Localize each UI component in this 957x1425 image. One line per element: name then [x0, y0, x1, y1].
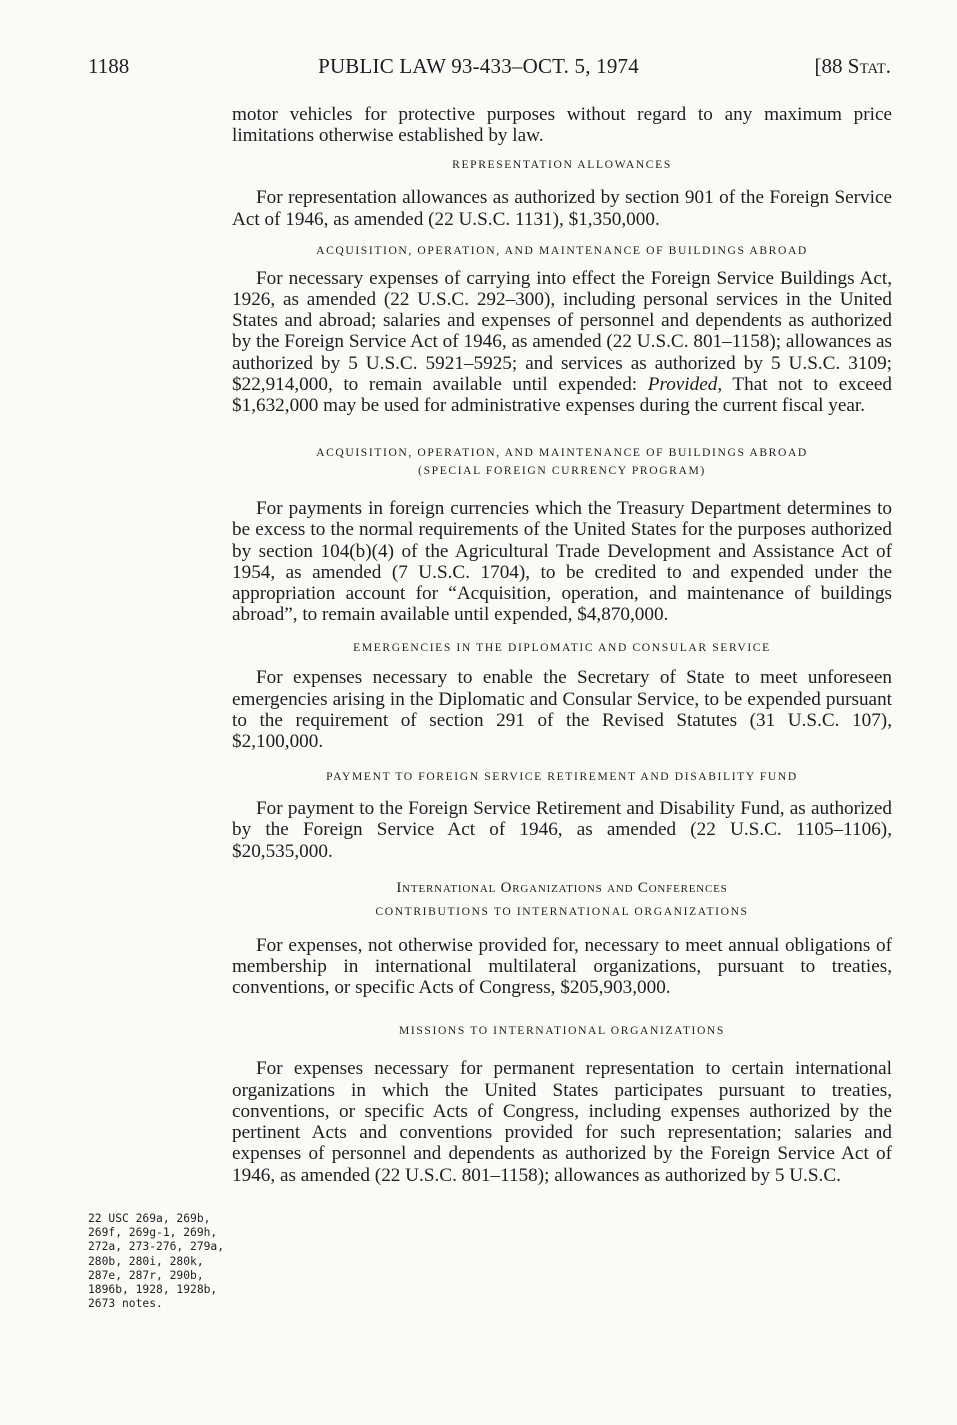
- section-title-international: International Organizations and Conferences: [396, 879, 728, 896]
- statute-reference: [815, 54, 891, 79]
- document-body: [232, 104, 892, 1186]
- acquisition-text-b: , That not to exceed $1,632,000 may be used for administrative expenses during the current fiscal year.: [232, 373, 892, 417]
- page-number: 1188: [88, 54, 130, 78]
- emergencies-paragraph: For expenses necessary to enable the Secretary of State to meet unforeseen emergencies arising in the Diplomatic and Consular Service, to be expended pursuant to the requirement of section 291 of the Revised Statutes (31 U.S.C. 107), $2,100,000.: [232, 667, 892, 753]
- section-heading-representation: REPRESENTATION ALLOWANCES: [452, 158, 672, 172]
- acquisition-paragraph: [232, 268, 892, 416]
- acquisition-text-a: For necessary expenses of carrying into effect the Foreign Service Buildings Act, 1926, as amended (22 U.S.C. 292–300), including personal services in the United States and abroad; salaries and expenses of personnel and dependents as authorized by the Foreign Service Act of 1946, as amended (22 U.S.C. 801–1158); allowances as authorized by 5 U.S.C. 5921–5925; and services as authorized by 5 U.S.C. 3109; $22,914,000, to remain available until expended:: [232, 267, 892, 395]
- section-heading-acquisition-special-2: (SPECIAL FOREIGN CURRENCY PROGRAM): [418, 464, 706, 478]
- acquisition-provided: Provided: [647, 373, 718, 395]
- section-heading-acquisition-special-1: ACQUISITION, OPERATION, AND MAINTENANCE OF BUILDINGS ABROAD: [316, 446, 808, 460]
- statute-prefix: [88: [814, 54, 848, 78]
- missions-paragraph: For expenses necessary for permanent representation to certain international organizations in which the United States participates pursuant to treaties, conventions, or specific Acts of Congress, including expenses authorized by the pertinent Acts and conventions provided for such representation; salaries and expenses of personnel and dependents as authorized by the Foreign Service Act of 1946, as amended (22 U.S.C. 801–1158); allowances as authorized by 5 U.S.C.: [232, 1058, 892, 1186]
- intro-paragraph: motor vehicles for protective purposes without regard to any maximum price limitations otherwise established by law.: [232, 104, 892, 147]
- page-title: PUBLIC LAW 93-433–OCT. 5, 1974: [318, 54, 639, 78]
- section-heading-missions: MISSIONS TO INTERNATIONAL ORGANIZATIONS: [399, 1024, 725, 1038]
- representation-paragraph: For representation allowances as authorized by section 901 of the Foreign Service Act of 1946, as amended (22 U.S.C. 1131), $1,350,000.: [232, 187, 892, 230]
- section-heading-emergencies: EMERGENCIES IN THE DIPLOMATIC AND CONSULAR SERVICE: [353, 641, 771, 655]
- section-heading-retirement: PAYMENT TO FOREIGN SERVICE RETIREMENT AND DISABILITY FUND: [326, 770, 798, 784]
- page-header: [0, 54, 957, 84]
- section-heading-acquisition: ACQUISITION, OPERATION, AND MAINTENANCE OF BUILDINGS ABROAD: [316, 243, 808, 257]
- margin-citation-note: 22 USC 269a, 269b, 269f, 269g-1, 269h, 272a, 273-276, 279a, 280b, 280i, 280k, 287e, 287r, 290b, 1896b, 1928, 1928b, 2673 notes.: [88, 1212, 225, 1311]
- section-heading-contributions: CONTRIBUTIONS TO INTERNATIONAL ORGANIZATIONS: [375, 904, 749, 918]
- contributions-paragraph: For expenses, not otherwise provided for, necessary to meet annual obligations of membership in international multilateral organizations, pursuant to treaties, conventions, or specific Acts of Congress, $205,903,000.: [232, 934, 892, 999]
- retirement-paragraph: For payment to the Foreign Service Retirement and Disability Fund, as authorized by the Foreign Service Act of 1946, as amended (22 U.S.C. 1105–1106), $20,535,000.: [232, 798, 892, 862]
- acquisition-special-paragraph: For payments in foreign currencies which the Treasury Department determines to be excess to the normal requirements of the United States for the purposes authorized by section 104(b)(4) of the Agricultural Trade Development and Assistance Act of 1954, as amended (7 U.S.C. 1704), to be credited to and expended under the appropriation account for “Acquisition, operation, and maintenance of buildings abroad”, to remain available until expended, $4,870,000.: [232, 498, 892, 626]
- statute-word: Stat.: [847, 54, 891, 78]
